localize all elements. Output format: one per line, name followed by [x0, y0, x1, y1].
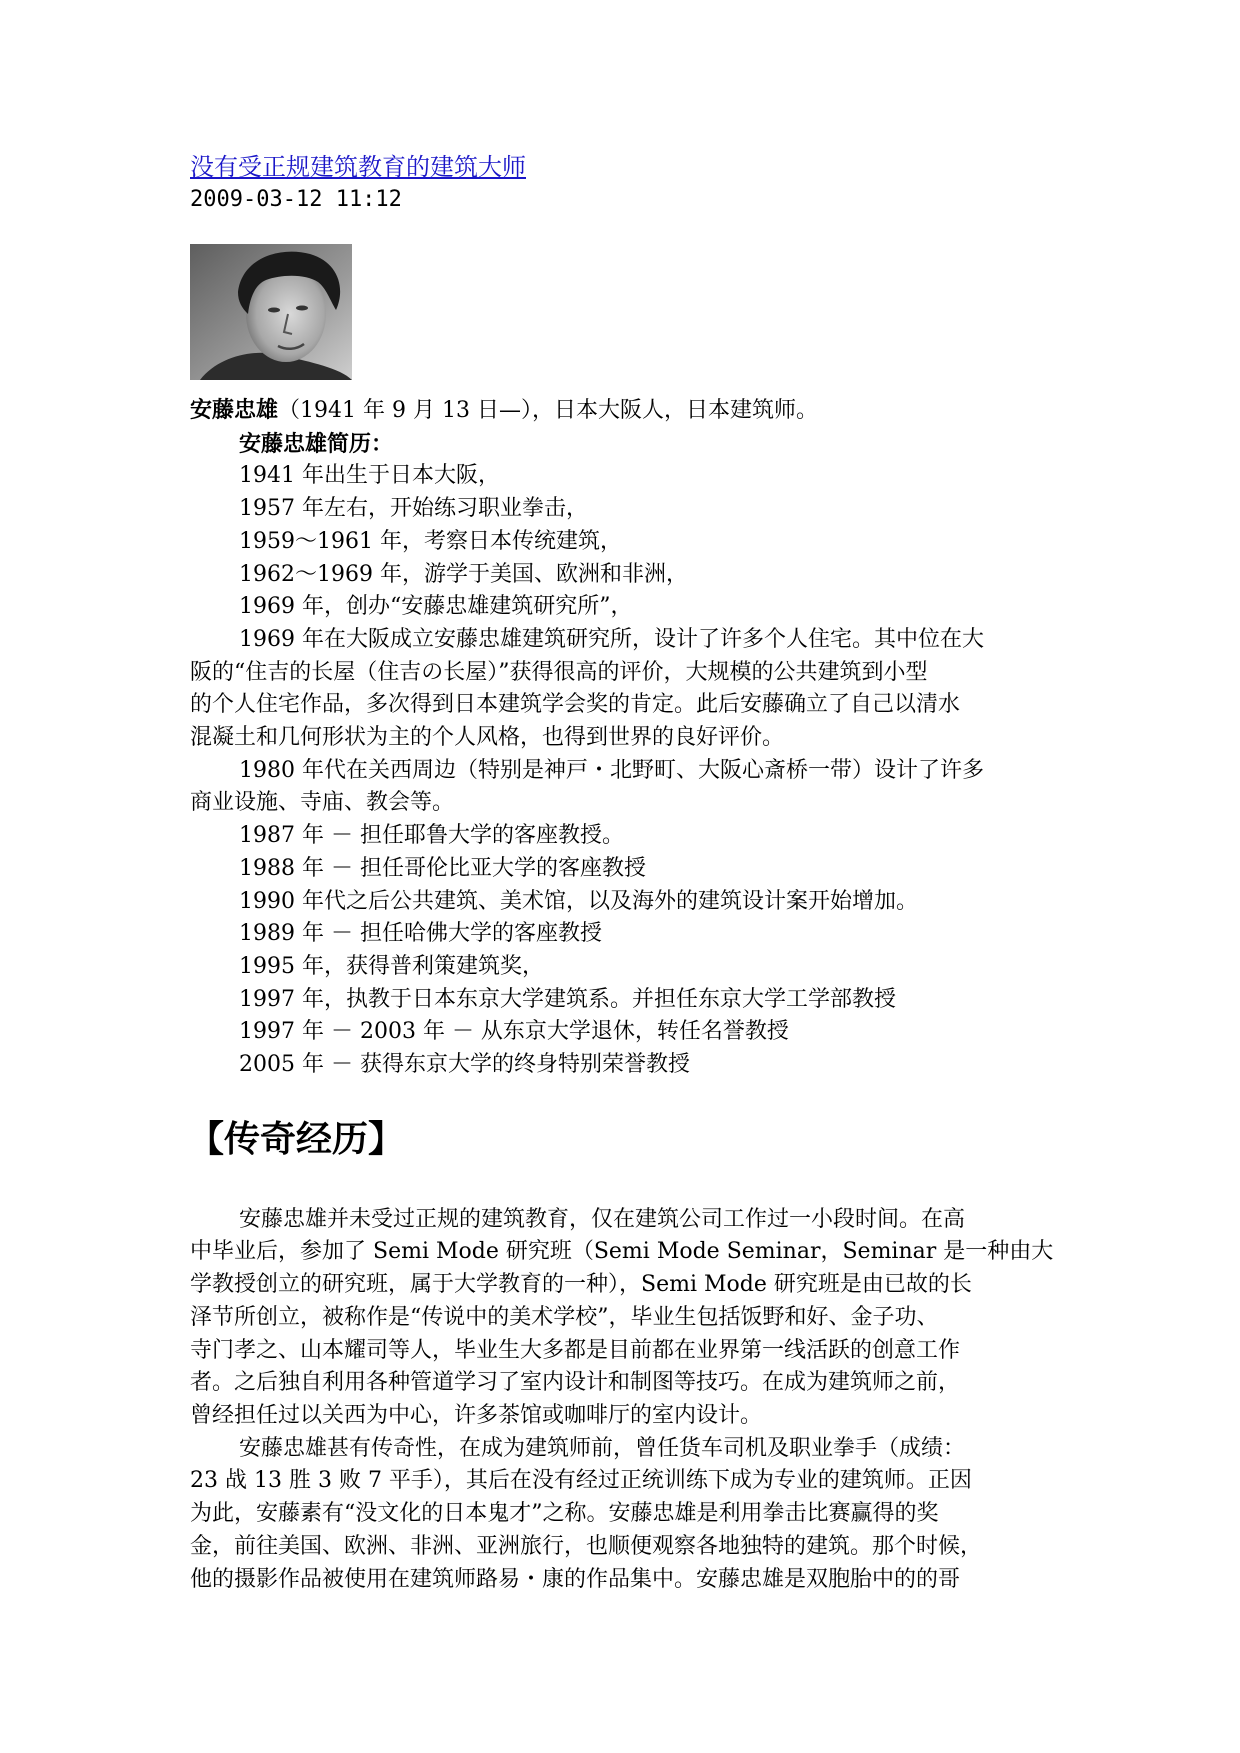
bio-line: 混凝土和几何形状为主的个人风格，也得到世界的良好评价。 — [190, 725, 785, 751]
bio-line: 2005 年 － 获得东京大学的终身特别荣誉教授 — [239, 1052, 690, 1078]
bio-line: 1980 年代在关西周边（特别是神戸・北野町、大阪心斎桥一带）设计了许多 — [239, 757, 984, 783]
bio-line: 1962～1969 年，游学于美国、欧洲和非洲， — [239, 561, 688, 587]
bio-line: 1995 年，获得普利策建筑奖， — [239, 953, 544, 979]
bio-line: 1969 年在大阪成立安藤忠雄建筑研究所，设计了许多个人住宅。其中位在大 — [239, 626, 984, 652]
paragraph-line: 为此，安藤素有“没文化的日本鬼才”之称。安藤忠雄是利用拳击比赛赢得的奖 — [190, 1501, 939, 1527]
portrait-photo — [190, 244, 352, 380]
paragraph-line: 曾经担任过以关西为中心，许多茶馆或咖啡厅的室内设计。 — [190, 1402, 763, 1428]
paragraph-line: 中毕业后，参加了 Semi Mode 研究班（Semi Mode Seminar，Seminar 是一种由大 — [190, 1239, 1054, 1265]
paragraph-line: 学教授创立的研究班，属于大学教育的一种），Semi Mode 研究班是由已故的长 — [190, 1272, 972, 1298]
intro-rest: （1941 年 9 月 13 日—），日本大阪人，日本建筑师。 — [278, 398, 818, 423]
bio-line: 阪的“住吉的长屋（住吉の长屋）”获得很高的评价，大规模的公共建筑到小型 — [190, 659, 928, 685]
bio-line: 1959～1961 年，考察日本传统建筑， — [239, 528, 622, 554]
legend-section-body — [190, 1204, 1070, 1596]
bio-line: 1957 年左右，开始练习职业拳击， — [239, 496, 588, 522]
intro-name: 安藤忠雄 — [190, 397, 279, 423]
bio-heading: 安藤忠雄简历： — [239, 430, 394, 457]
paragraph-line: 安藤忠雄甚有传奇性，在成为建筑师前，曾任货车司机及职业拳手（成绩： — [239, 1435, 966, 1461]
bio-line: 1989 年 － 担任哈佛大学的客座教授 — [239, 921, 602, 947]
bio-line: 的个人住宅作品，多次得到日本建筑学会奖的肯定。此后安藤确立了自己以清水 — [190, 692, 961, 718]
paragraph-line: 者。之后独自利用各种管道学习了室内设计和制图等技巧。在成为建筑师之前， — [190, 1370, 961, 1396]
intro-line — [190, 394, 1070, 428]
bio-line: 1969 年，创办“安藤忠雄建筑研究所”， — [239, 594, 633, 620]
article-timestamp: 2009-03-12 11:12 — [190, 187, 402, 212]
biography-block — [190, 394, 1070, 1082]
bio-line: 1988 年 － 担任哥伦比亚大学的客座教授 — [239, 855, 646, 881]
bio-line: 1941 年出生于日本大阪， — [239, 463, 500, 489]
paragraph-line: 寺门孝之、山本耀司等人，毕业生大多都是目前都在业界第一线活跃的创意工作 — [190, 1337, 961, 1363]
paragraph-line: 安藤忠雄并未受过正规的建筑教育，仅在建筑公司工作过一小段时间。在高 — [239, 1206, 966, 1232]
article-title-link[interactable]: 没有受正规建筑教育的建筑大师 — [190, 153, 526, 181]
section-heading: 【传奇经历】 — [188, 1118, 405, 1160]
bio-line: 1997 年，执教于日本东京大学建筑系。并担任东京大学工学部教授 — [239, 986, 896, 1012]
paragraph-line: 泽节所创立，被称作是“传说中的美术学校”，毕业生包括饭野和好、金子功、 — [190, 1304, 939, 1330]
document-page — [190, 150, 1070, 1596]
bio-line: 1987 年 － 担任耶鲁大学的客座教授。 — [239, 823, 624, 849]
paragraph-line: 金，前往美国、欧洲、非洲、亚洲旅行，也顺便观察各地独特的建筑。那个时候， — [190, 1533, 983, 1559]
paragraph-line: 23 战 13 胜 3 败 7 平手），其后在没有经过正统训练下成为专业的建筑师。正因 — [190, 1468, 972, 1494]
paragraph-line: 他的摄影作品被使用在建筑师路易・康的作品集中。安藤忠雄是双胞胎中的的哥 — [190, 1566, 961, 1592]
bio-line: 1990 年代之后公共建筑、美术馆，以及海外的建筑设计案开始增加。 — [239, 888, 918, 914]
bio-line: 商业设施、寺庙、教会等。 — [190, 790, 455, 816]
bio-line: 1997 年 － 2003 年 － 从东京大学退休，转任名誉教授 — [239, 1019, 789, 1045]
